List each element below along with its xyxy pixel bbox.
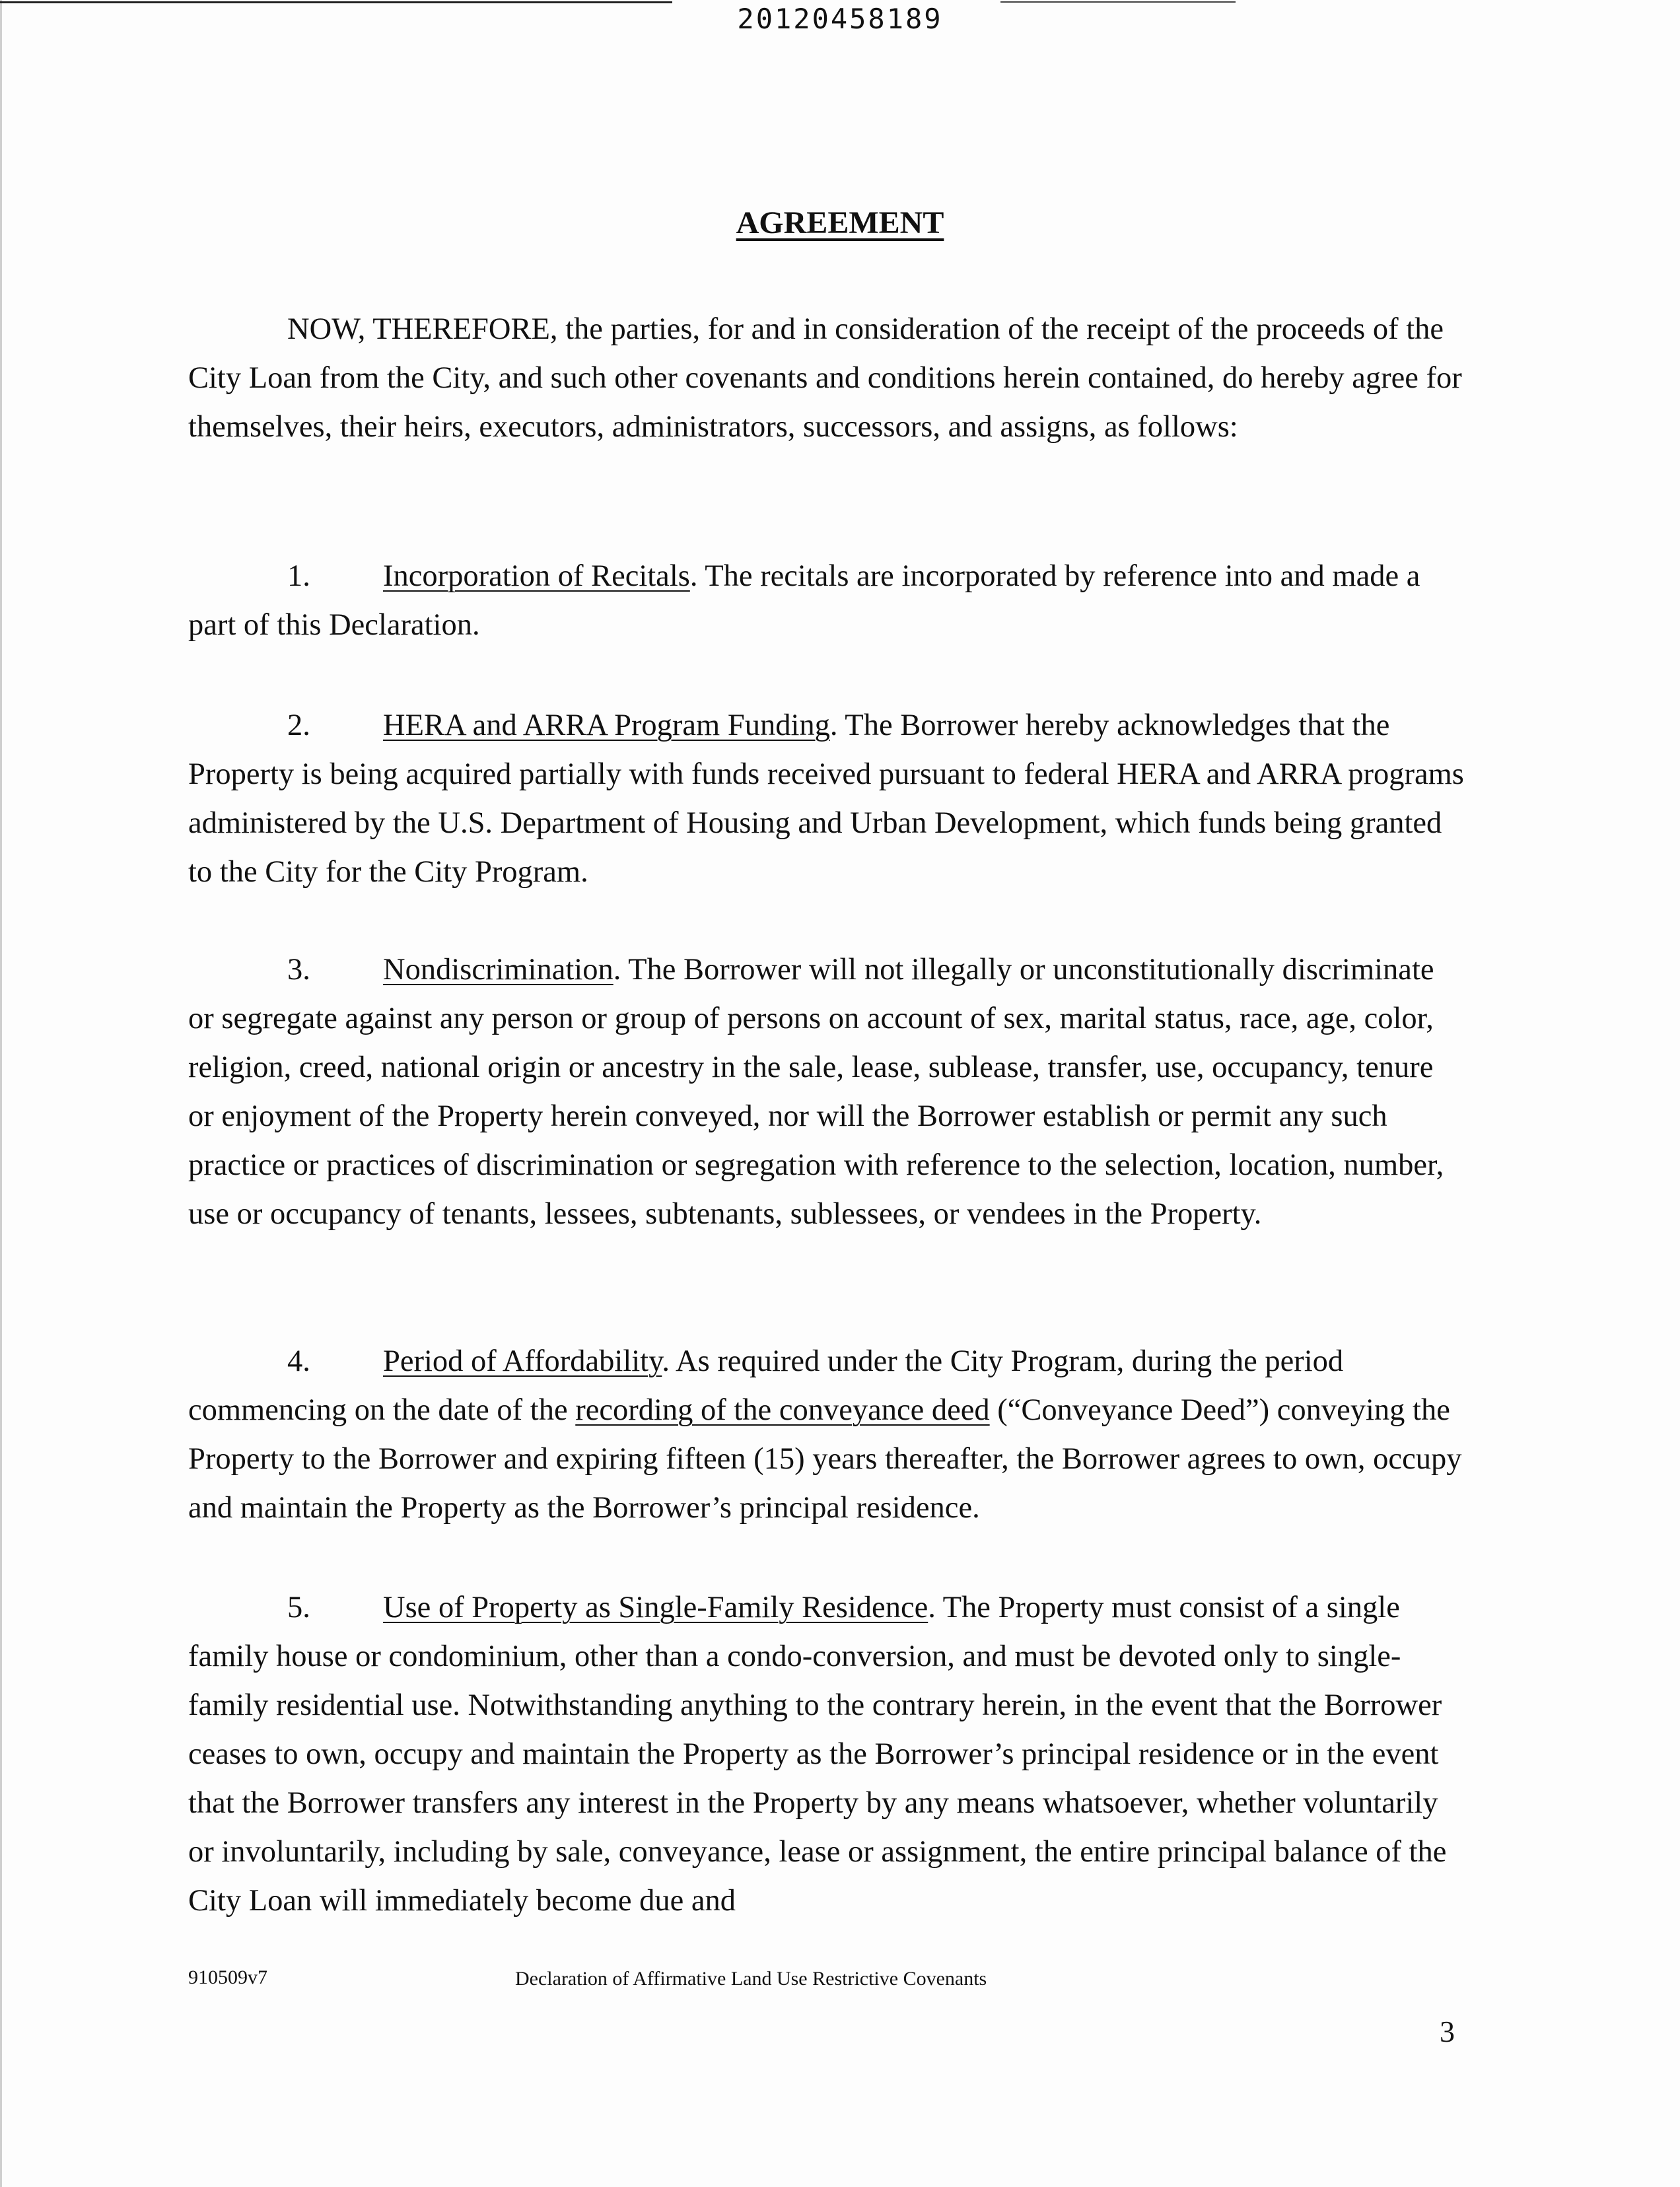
footer-doc-title: Declaration of Affirmative Land Use Restrictive Covenants [515, 1968, 987, 1990]
section-text: . The Borrower will not illegally or unconstitutionally discriminate or segregate against any person or group of persons on account of sex, marital status, race, age, color, religion, creed, national origin or ancestry in the sale, lease, sublease, transfer, use, occupancy, tenure or enjoyment of the Property herein conveyed, nor will the Borrower establish or permit any such practice or practices of discrimination or segregation with reference to the selection, location, number, use or occupancy of tenants, lessees, subtenants, sublessees, or vendees in the Property. [188, 953, 1444, 1231]
page-number: 3 [1440, 2015, 1455, 2048]
section-5 [188, 1583, 1466, 1926]
section-number: 5. [287, 1591, 310, 1624]
section-2 [188, 701, 1466, 897]
underlined-phrase: recording of the conveyance deed [575, 1393, 990, 1427]
section-number: 1. [287, 559, 310, 593]
section-text: . The Borrower hereby acknowledges that the Property is being acquired partially with funds received pursuant to federal HERA and ARRA programs administered by the U.S. Department of Housing and Urban Development, which funds being granted to the City for the City Program. [188, 709, 1464, 889]
section-1 [188, 552, 1466, 650]
footer-doc-code: 910509v7 [188, 1966, 267, 1988]
section-text-a: . As required under the City Program, during the period commencing on the date of the [188, 1344, 1344, 1427]
section-text: . The recitals are incorporated by reference into and made a part of this Declaration. [188, 559, 1420, 642]
section-text: . The Property must consist of a single family house or condominium, other than a condo-conversion, and must be devoted only to single-family residential use. Notwithstanding anything to the contrary herein, in the event that the Borrower ceases to own, occupy and maintain the Property as the Borrower’s principal residence or in the event that the Borrower transfers any interest in the Property by any means whatsoever, whether voluntarily or involuntarily, including by sale, conveyance, lease or assignment, the entire principal balance of the City Loan will immediately become due and [188, 1591, 1447, 1918]
section-4 [188, 1337, 1466, 1533]
section-heading: Period of Affordability [383, 1344, 662, 1378]
section-heading: HERA and ARRA Program Funding [383, 709, 830, 742]
section-heading: Use of Property as Single-Family Residence [383, 1591, 928, 1624]
recording-number: 20120458189 [737, 3, 943, 35]
section-heading: Incorporation of Recitals [383, 559, 690, 593]
page-title: AGREEMENT [736, 205, 944, 240]
section-number: 4. [287, 1344, 310, 1378]
section-heading: Nondiscrimination [383, 953, 613, 987]
section-number: 3. [287, 953, 310, 987]
section-text-b: (“Conveyance Deed”) conveying the Property to the Borrower and expiring fifteen (15) years thereafter, the Borrower agrees to own, occupy and maintain the Property as the Borrower’s principal residence. [188, 1393, 1462, 1525]
section-3 [188, 946, 1466, 1239]
intro-paragraph [188, 305, 1466, 452]
section-number: 2. [287, 709, 310, 742]
intro-text: NOW, THEREFORE, the parties, for and in consideration of the receipt of the proceeds of the City Loan from the City, and such other covenants and conditions herein contained, do hereby agree for themselves, their heirs, executors, administrators, successors, and assigns, as follows: [188, 312, 1462, 444]
scan-left-edge [0, 0, 2, 2187]
